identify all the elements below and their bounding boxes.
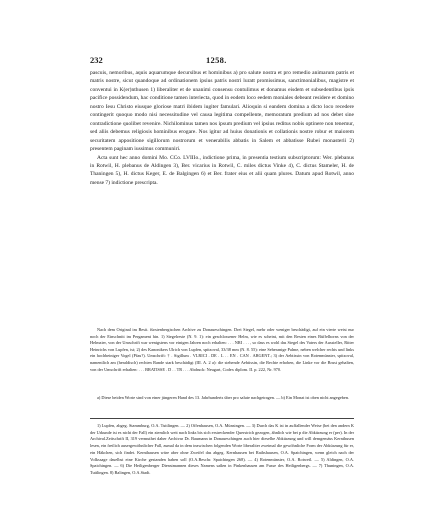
editorial-notes: [90, 327, 354, 373]
textual-footnote: a) Diese beiden Worte sind von einer jüngeren Hand des 13. Jahrhunderts über pro salute nachgetragen. — b) Ein Monat ist oben nicht angegeben.: [97, 395, 350, 400]
footnote-divider: [90, 418, 354, 419]
charter-paragraph: pascuis, nemoribus, aquis aquarumque decursibus et hominibus a) pro salute nostra et pro remedio animarum patris et matris nostre, sicut quandoque ad ordinationem ipsius patris nostri luratt promissimus, sanctimonialibus, magistre et conventui in K(er)nthusen 1) liberaliter et de unanimi consensu contulimus et donamus eisdem et subsedentibus ipsis pacifice possidendum, hac conditione tamen interiecta, quod in eodem loco eedem moniales debeant residere et domino nostro Iesu Christo eiusque gloriose matri ibidem iugiter famulari. Alioquin si eandem domina a dicto loco recedere contingerit quoquo modo nisi necessitudine vel causa legitima compellente, memoratum predium ad nos debet sine contradictione quolibet revenire. Nichilominus tamen nos ipsum predium vel ipsius reditus nobis optinere non tenemur, sed aliis debemus religiosis hominibus erogare. Nos igitur ad huius donationis et collationis nostre robur et maiorem securitatem appositione sigillorum nostrorum et venerabilis abbatis in Salem et abbatisse Rubei monasterii 2) presentem paginam iussimus communiri.: [90, 70, 354, 153]
numbered-footnote: 1) Lupfen, abgeg. Stammburg, O.A. Tuttlingen. — 2) Offenhausen, O.A. Münsingen. — 3) Durch das K ist in auffallender Weise (bei den andern K der Urkunde ist es nicht der Fall) ein ziemlich weit nach links bis sich erstreckender Querstrich gezogen, ähnlich wie bei p die Abkürzung er (per). In der Archival.Zeitschrift II, 319 vermuthet daher Archivar Dr. Baumann in Donaueschingen auch hier dieselbe Abkürzung und will demgemäss Kernthusen lesen, ein freilich ausergewöhnlicher Fall, zumal da in dem inzwischen folgenden Worte liberaliter zweimal die gewöhnliche Form der Abkürzung für er, ein Häkchen, sich findet. Kernthausen wäre aber ohne Zweifel das abgeg. Kernhausen bei Rathshausen, O.A. Spaichingen, wenn gleich nach der Volkssage daselbst eine Kirche gestanden haben soll (O.A.Beschr. Spaichingen 268). — 4) Rotenmünster, O.A. Rotweil. — 5) Aldingen, O.A. Spaichingen. — 6) Die Heiligenberger Dienstmannen dieses Namens saßen in Pinkenhausen am Fusse des Heiligenbergs. — 7) Thuningen, O.A. Tuttlingen. 8) Balingen, O.A.Stadt.: [90, 423, 354, 475]
numbered-footnotes: [90, 423, 354, 477]
charter-paragraph: Acta sunt hec anno domini Mo. CCo. LVIIIo., indictione prima, in presentia testium subscriptorum: Wer. plebanus in Rotwil, H. plebanus de Aldingen 3), Ber. vicarius in Rotwil, C. miles dictus Vinke 4), C. dictus Stameler, H. de Thaningen 5), H. dictus Keger, E. de Balgingen 6) et Ber. frater eius et alii quam plures. Datum apud Rotwil, anno mense 7) indictione prescripta.: [90, 154, 354, 186]
charter-text: [90, 69, 354, 187]
page-header: [90, 55, 352, 67]
textual-footnotes: [90, 395, 354, 402]
page-number: 232: [90, 55, 103, 65]
editorial-note: Nach dem Original im Besit. fürstenbergischen Archive zu Donaueschingen. Drei Siegel, mehr oder weniger beschädigt, auf ein vierte weist nur noch der Einschnitt im Pergament hin. 1) Siegelreste (N. 9. 1): ein geschlossener Helm, wie es scheint, mit den Resten eines Büffelhorns von der Helmzier, von der Umschrift war wenigstens vor einigen Jahren noch erhalten: . . . NRI . . . , so dass es wohl das Siegel des Vaters der Aussteller, Ritter Heinrichs von Lupfen, ist; 2) des Kanonikers Ulrich von Lupfen, spitzoval, 33/38 mm (N. 8. 55): eine Seheranige Palme, neben welcher rechts und links ein hochbeiniger Vogel (Pfau?). Umschrift: † . Sigillum . VLRICI . DE . L . . EN . CAN . ARGENT.; 3) der Aebtissin von Rotenmünster, spitzoval, namentlich am (heraldisch) rechten Rande stark beschädigt (III. A. 2 a): die stehende Aebtissin, die Rechte erhoben, die Linke vor die Brust gehalten, von der Umschrift erhalten: . . . BRATISSE . D . . TR . . . Abdruck: Neugart, Codex diplom. II. p. 222, Nr. 970.: [90, 327, 354, 372]
running-head-year: 1258.: [206, 55, 227, 65]
